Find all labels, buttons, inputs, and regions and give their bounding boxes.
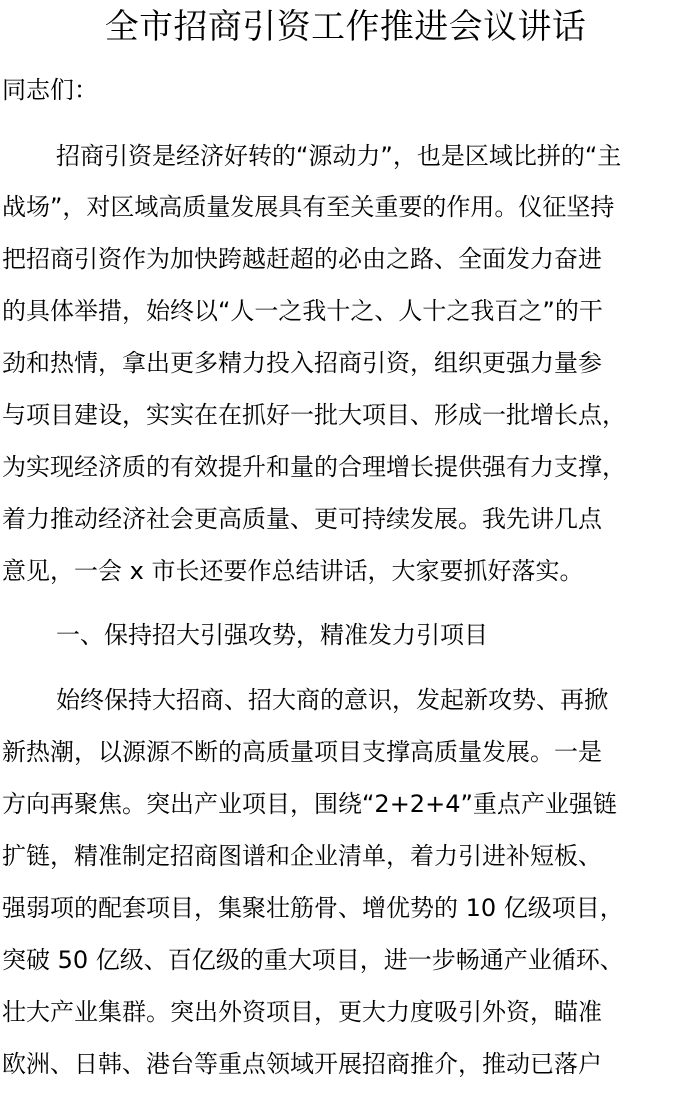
paragraph-2-line-8: 欧洲、日韩、港台等重点领域开展招商推介，推动已落户 [2,1050,602,1078]
paragraph-1-line-8: 着力推动经济社会更高质量、更可持续发展。我先讲几点 [2,505,602,533]
paragraph-2-line-6: 突破 50 亿级、百亿级的重大项目，进一步畅通产业循环、 [2,946,624,974]
paragraph-1-line-7: 为实现经济质的有效提升和量的合理增长提供强有力支撑， [2,453,626,481]
paragraph-1-line-1: 招商引资是经济好转的“源动力”，也是区域比拼的“主 [56,142,622,170]
section-heading-1: 一、保持招大引强攻势，精准发力引项目 [56,621,488,649]
paragraph-2-line-1: 始终保持大招商、招大商的意识，发起新攻势、再掀 [56,686,608,714]
paragraph-1-line-5: 劲和热情，拿出更多精力投入招商引资，组织更强力量参 [2,349,602,377]
paragraph-1-line-9: 意见，一会 x 市长还要作总结讲话，大家要抓好落实。 [2,557,584,585]
greeting: 同志们： [2,76,98,104]
paragraph-2-line-5: 强弱项的配套项目，集聚壮筋骨、增优势的 10 亿级项目， [2,894,624,922]
paragraph-1-line-4: 的具体举措，始终以“人一之我十之、人十之我百之”的干 [2,297,603,325]
paragraph-2-line-4: 扩链，精准制定招商图谱和企业清单，着力引进补短板、 [2,842,602,870]
paragraph-2-line-2: 新热潮，以源源不断的高质量项目支撑高质量发展。一是 [2,738,602,766]
paragraph-2-line-3: 方向再聚焦。突出产业项目，围绕“2+2+4”重点产业强链 [2,790,617,818]
paragraph-2-line-7: 壮大产业集群。突出外资项目，更大力度吸引外资，瞄准 [2,998,602,1026]
paragraph-1-line-3: 把招商引资作为加快跨越赶超的必由之路、全面发力奋进 [2,245,602,273]
document-title: 全市招商引资工作推进会议讲话 [104,7,587,47]
paragraph-1-line-2: 战场”，对区域高质量发展具有至关重要的作用。仪征坚持 [2,193,615,221]
paragraph-1-line-6: 与项目建设，实实在在抓好一批大项目、形成一批增长点， [2,401,626,429]
